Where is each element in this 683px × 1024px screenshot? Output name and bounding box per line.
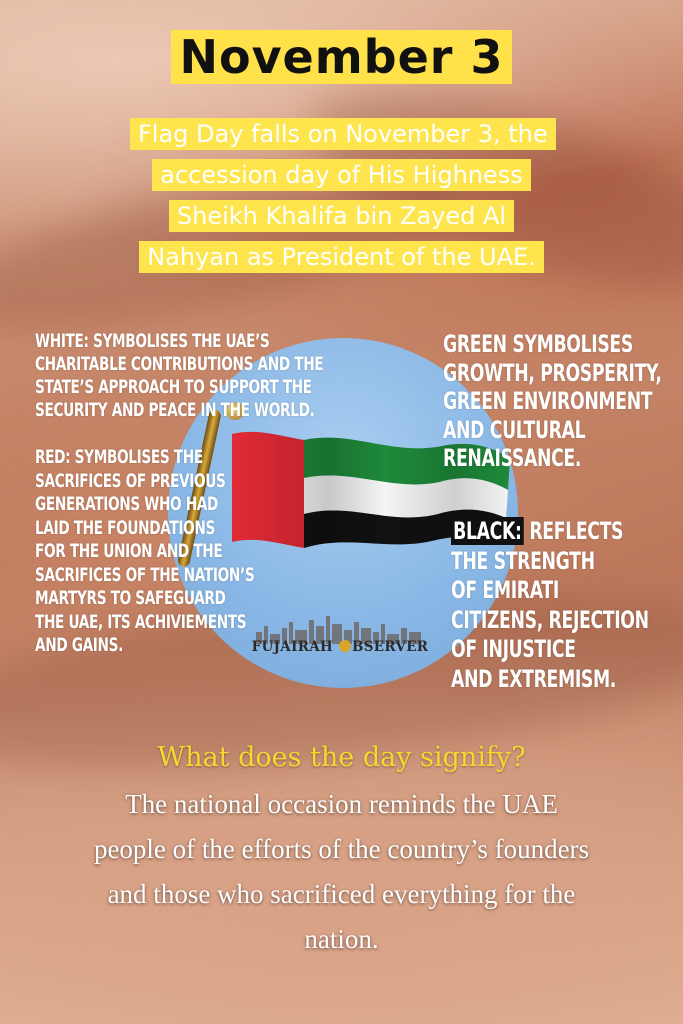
title-container xyxy=(0,30,683,84)
white-caption-line: SECURITY AND PEACE IN THE WORLD. xyxy=(35,399,315,421)
black-first-line-rest: REFLECTS xyxy=(523,517,624,545)
section-question: What does the day signify? xyxy=(157,742,526,773)
white-caption-line: CHARITABLE CONTRIBUTIONS AND THE xyxy=(35,353,324,375)
green-caption-line: GROWTH, PROSPERITY, xyxy=(443,358,662,387)
red-caption-line: SACRIFICES OF THE NATION’S xyxy=(35,563,255,586)
white-caption-line: WHITE: SYMBOLISES THE UAE’S xyxy=(35,330,270,352)
red-caption-line: GENERATIONS WHO HAD xyxy=(35,493,219,515)
black-caption-line: CITIZENS, REJECTION xyxy=(451,605,649,634)
red-caption-line: AND GAINS. xyxy=(35,634,123,656)
black-keyword: BLACK: xyxy=(451,517,524,545)
white-caption xyxy=(35,330,323,422)
red-caption-line: FOR THE UNION AND THE xyxy=(35,540,223,562)
logo-wordmark xyxy=(250,639,430,655)
black-caption-line: OF INJUSTICE xyxy=(451,635,576,663)
logo-word-left: FUJAIRAH xyxy=(251,639,334,655)
white-caption-line: STATE’S APPROACH TO SUPPORT THE xyxy=(35,376,312,398)
red-caption-line: RED: SYMBOLISES THE xyxy=(35,446,203,468)
red-caption-line: LAID THE FOUNDATIONS xyxy=(35,516,215,539)
red-caption xyxy=(35,446,254,658)
intro-text xyxy=(130,114,553,278)
section-answer: The national occasion reminds the UAE people of the efforts of the country’s founders and those who sacrificed everything for the nation. xyxy=(93,789,590,954)
black-caption-line xyxy=(451,517,649,547)
green-caption-line: AND CULTURAL xyxy=(443,415,586,444)
logo-o-badge-icon xyxy=(339,640,351,652)
black-caption xyxy=(451,517,649,694)
red-caption-line: MARTYRS TO SAFEGUARD xyxy=(35,587,226,609)
green-caption-line: GREEN ENVIRONMENT xyxy=(443,387,653,415)
green-caption-line: GREEN SYMBOLISES xyxy=(443,330,633,358)
logo-word-right: BSERVER xyxy=(352,639,429,655)
black-caption-line: AND EXTREMISM. xyxy=(451,664,617,693)
page-title: November 3 xyxy=(171,30,511,84)
red-caption-line: SACRIFICES OF PREVIOUS xyxy=(35,469,226,492)
red-caption-line: THE UAE, ITS ACHIVIEMENTS xyxy=(35,610,247,633)
black-caption-line: OF EMIRATI xyxy=(451,576,559,604)
green-caption xyxy=(443,330,662,473)
intro-highlight: Flag Day falls on November 3, the accession day of His Highness Sheikh Khalifa bin Zayed Al Nahyan as President of the UAE. xyxy=(130,118,556,273)
black-caption-line: THE STRENGTH xyxy=(451,546,595,575)
green-caption-line: RENAISSANCE. xyxy=(443,444,582,472)
